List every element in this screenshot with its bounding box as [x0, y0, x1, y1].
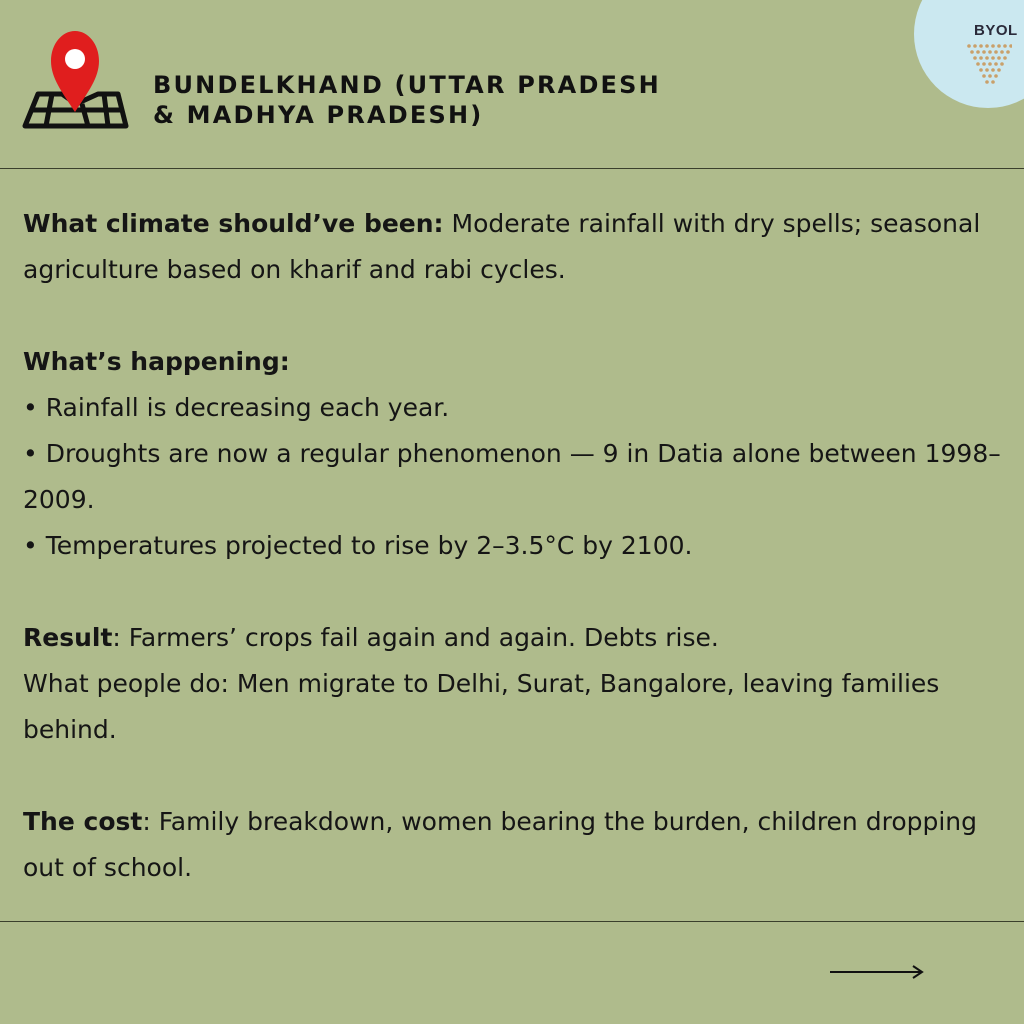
logo-pattern-icon: [966, 42, 1012, 88]
bullet-item: • Droughts are now a regular phenomenon — 9 in Datia alone between 1998–2009.: [23, 439, 1001, 514]
climate-label: What climate should’ve been:: [23, 209, 444, 238]
title-line-1: BUNDELKHAND (UTTAR PRADESH: [153, 71, 661, 99]
bullet-item: • Temperatures projected to rise by 2–3.5°C by 2100.: [23, 531, 693, 560]
result-text: : Farmers’ crops fail again and again. Debts rise.: [112, 623, 719, 652]
logo-text: BYOL: [974, 22, 1018, 39]
top-divider: [0, 168, 1024, 169]
cost-text: : Family breakdown, women bearing the burden, children dropping out of school.: [23, 807, 978, 882]
main-content: [23, 201, 1008, 891]
climate-paragraph: [23, 201, 1008, 293]
happening-label: What’s happening:: [23, 347, 290, 376]
title-line-2: & MADHYA PRADESH): [153, 101, 484, 129]
cost-paragraph: [23, 799, 1008, 891]
bottom-divider: [0, 921, 1024, 922]
arrow-right-icon[interactable]: [829, 964, 925, 980]
happening-heading: [23, 339, 1008, 385]
header: [0, 0, 1024, 168]
cost-label: The cost: [23, 807, 143, 836]
result-label: Result: [23, 623, 113, 652]
map-pin-icon: [22, 26, 130, 130]
result-paragraph: [23, 615, 1008, 661]
climate-text: Moderate rainfall with dry spells; seasonal agriculture based on kharif and rabi cycles.: [23, 209, 981, 284]
bullet-item: • Rainfall is decreasing each year.: [23, 393, 450, 422]
people-paragraph: What people do: Men migrate to Delhi, Surat, Bangalore, leaving families behind.: [23, 669, 940, 744]
page-title: [153, 70, 661, 130]
